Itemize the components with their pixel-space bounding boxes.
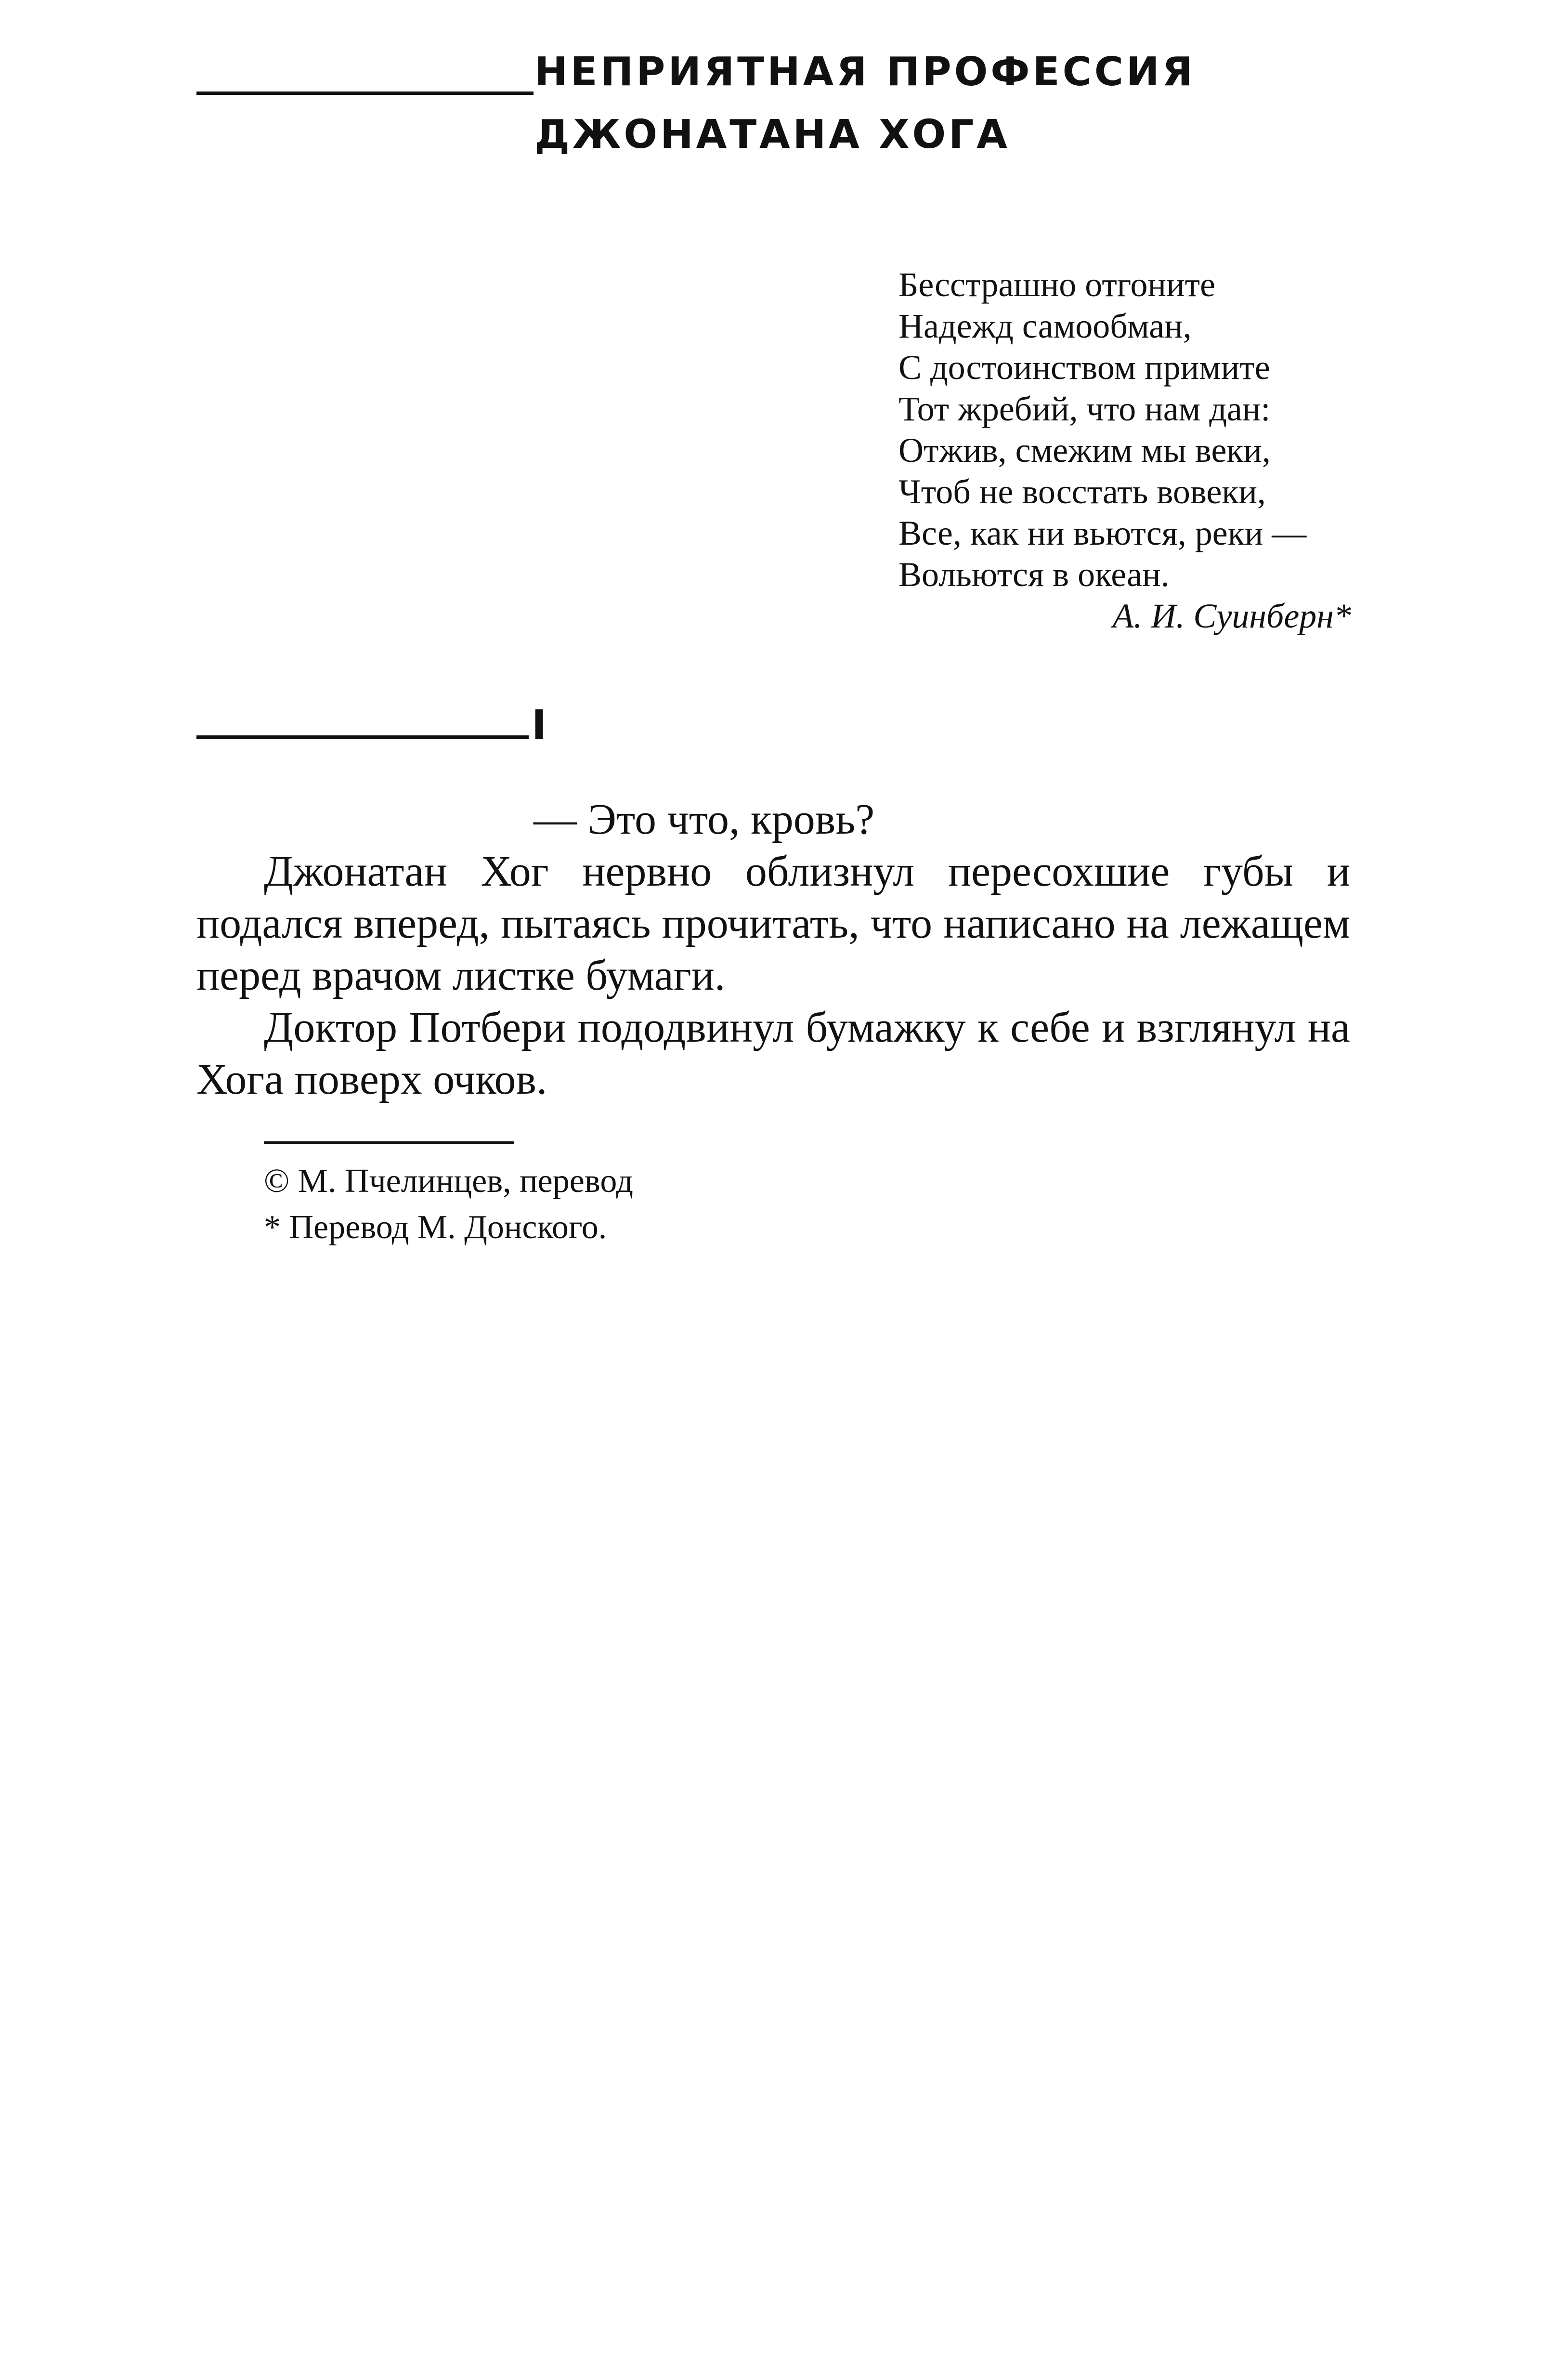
body-paragraph: — Это что, кровь? (534, 796, 875, 843)
epigraph-line: Чтоб не восстать вовеки, (898, 472, 1266, 511)
epigraph (898, 264, 1380, 637)
chapter-number: I (532, 701, 547, 748)
footnotes (264, 1158, 633, 1251)
epigraph-line: Отжив, смежим мы веки, (898, 431, 1271, 470)
title-line-2: ДЖОНАТАНА ХОГА (534, 112, 1010, 157)
body-paragraph: Доктор Потбери пододвинул бумажку к себе и взглянул на Хога поверх очков. (196, 1004, 1350, 1103)
body-paragraph: Джонатан Хог нервно облизнул пересохшие губы и подался вперед, пытаясь прочитать, что написано на лежащем перед врачом листке бумаги. (196, 848, 1350, 999)
epigraph-attribution: А. И. Суинберн* (1112, 597, 1351, 635)
epigraph-line: Вольются в океан. (898, 555, 1170, 594)
title-line-1: НЕПРИЯТНАЯ ПРОФЕССИЯ (534, 49, 1196, 95)
footnote-rule (264, 1141, 514, 1144)
epigraph-line: Надежд самообман, (898, 307, 1192, 345)
footnote-copyright: © М. Пчелинцев, перевод (264, 1163, 633, 1200)
epigraph-line: Тот жребий, что нам дан: (898, 390, 1271, 428)
title-rule (196, 92, 534, 95)
epigraph-line: Бесстрашно отгоните (898, 265, 1216, 304)
chapter-rule (196, 735, 529, 739)
epigraph-line: Все, как ни вьются, реки — (898, 514, 1307, 552)
epigraph-line: С достоинством примите (898, 348, 1270, 387)
body-text (196, 794, 1350, 1106)
footnote-translation: * Перевод М. Донского. (264, 1209, 607, 1246)
